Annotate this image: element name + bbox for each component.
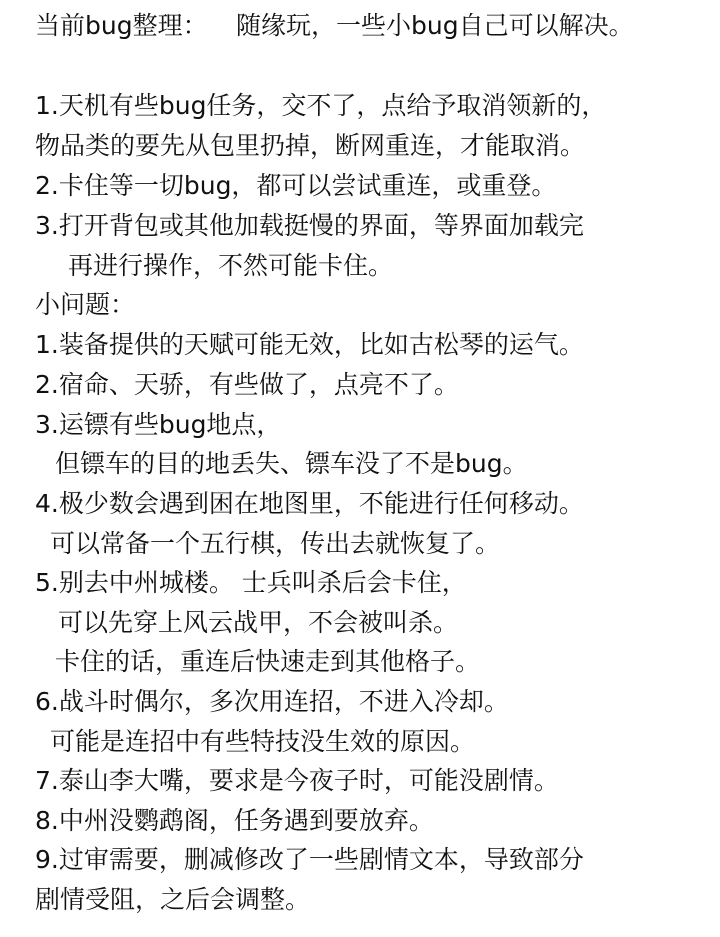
header-note: 随缘玩，一些小bug自己可以解决。 — [236, 11, 634, 40]
minor-item-9-line-1: 9.过审需要，删减修改了一些剧情文本，导致部分 — [35, 845, 584, 874]
main-item-1-line-2: 物品类的要先从包里扔掉，断网重连，才能取消。 — [35, 131, 586, 160]
minor-item-6-line-1: 6.战斗时偶尔，多次用连招，不进入冷却。 — [35, 687, 509, 716]
minor-item-7: 7.泰山李大嘴，要求是今夜子时，可能没剧情。 — [35, 766, 559, 795]
minor-item-2: 2.宿命、天骄，有些做了，点亮不了。 — [35, 370, 459, 399]
minor-item-1: 1.装备提供的天赋可能无效，比如古松琴的运气。 — [35, 330, 584, 359]
main-item-3-line-1: 3.打开背包或其他加载挺慢的界面，等界面加载完 — [35, 211, 584, 240]
minor-item-5-line-3: 卡住的话，重连后快速走到其他格子。 — [55, 647, 481, 676]
minor-item-9-line-2: 剧情受阻，之后会调整。 — [35, 885, 311, 914]
minor-issues-heading: 小问题： — [35, 290, 136, 319]
document-title: 当前bug整理： — [35, 11, 208, 40]
main-item-1-line-1: 1.天机有些bug任务，交不了，点给予取消领新的， — [35, 91, 607, 120]
minor-item-4-line-1: 4.极少数会遇到困在地图里，不能进行任何移动。 — [35, 489, 584, 518]
minor-item-5-line-2: 可以先穿上风云战甲，不会被叫杀。 — [58, 608, 459, 637]
main-item-2: 2.卡住等一切bug，都可以尝试重连，或重登。 — [35, 171, 557, 200]
minor-item-3-line-2: 但镖车的目的地丢失、镖车没了不是bug。 — [55, 449, 528, 478]
minor-item-4-line-2: 可以常备一个五行棋，传出去就恢复了。 — [50, 529, 501, 558]
minor-item-3-line-1: 3.运镖有些bug地点， — [35, 410, 282, 439]
minor-item-6-line-2: 可能是连招中有些特技没生效的原因。 — [50, 727, 476, 756]
minor-item-8: 8.中州没鹦鹉阁，任务遇到要放弃。 — [35, 806, 434, 835]
minor-item-5-line-1: 5.别去中州城楼。 士兵叫杀后会卡住， — [35, 568, 467, 597]
main-item-3-line-2: 再进行操作，不然可能卡住。 — [68, 251, 394, 280]
